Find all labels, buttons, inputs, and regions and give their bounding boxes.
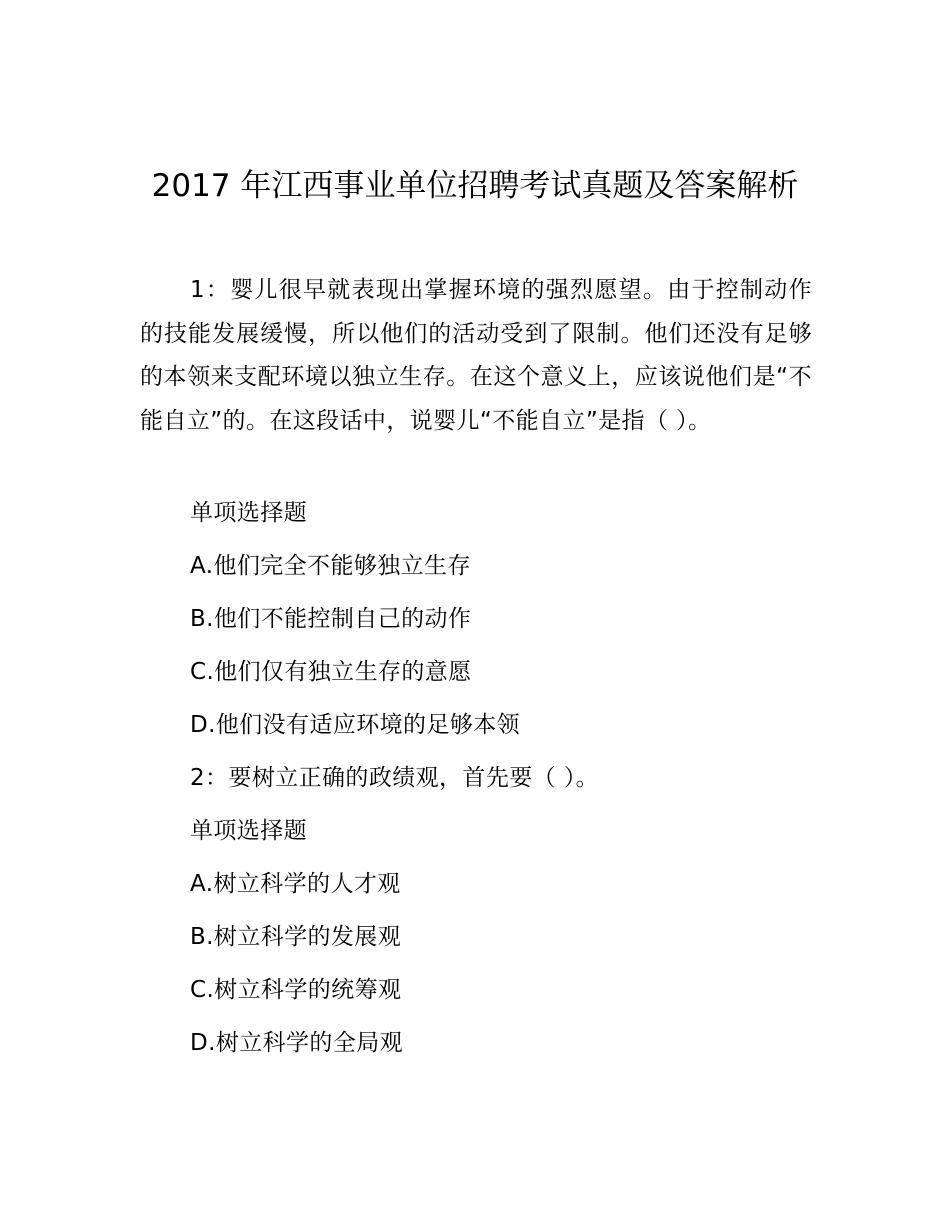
question-1-option-c: C.他们仅有独立生存的意愿	[190, 659, 472, 685]
question-1-option-d: D.他们没有适应环境的足够本领	[190, 712, 521, 738]
question-2-option-c: C.树立科学的统筹观	[190, 977, 402, 1003]
document-title: 2017 年江西事业单位招聘考试真题及答案解析	[151, 168, 799, 204]
question-1-type: 单项选择题	[190, 500, 307, 526]
question-2-type: 单项选择题	[190, 818, 307, 844]
question-2-option-d: D.树立科学的全局观	[190, 1030, 404, 1056]
question-2-stem: 2：要树立正确的政绩观，首先要（ ）。	[190, 765, 600, 791]
question-1-option-b: B.他们不能控制自己的动作	[190, 606, 472, 632]
question-1-stem: 1：婴儿很早就表现出掌握环境的强烈愿望。由于控制动作的技能发展缓慢，所以他们的活动受到了限制。他们还没有足够的本领来支配环境以独立生存。在这个意义上，应该说他们是“不能自立”的。在这段话中，说婴儿“不能自立”是指（ ）。	[140, 277, 812, 434]
question-1-option-a: A.他们完全不能够独立生存	[190, 553, 471, 579]
question-2-option-b: B.树立科学的发展观	[190, 924, 402, 950]
question-2-option-a: A.树立科学的人才观	[190, 871, 401, 897]
